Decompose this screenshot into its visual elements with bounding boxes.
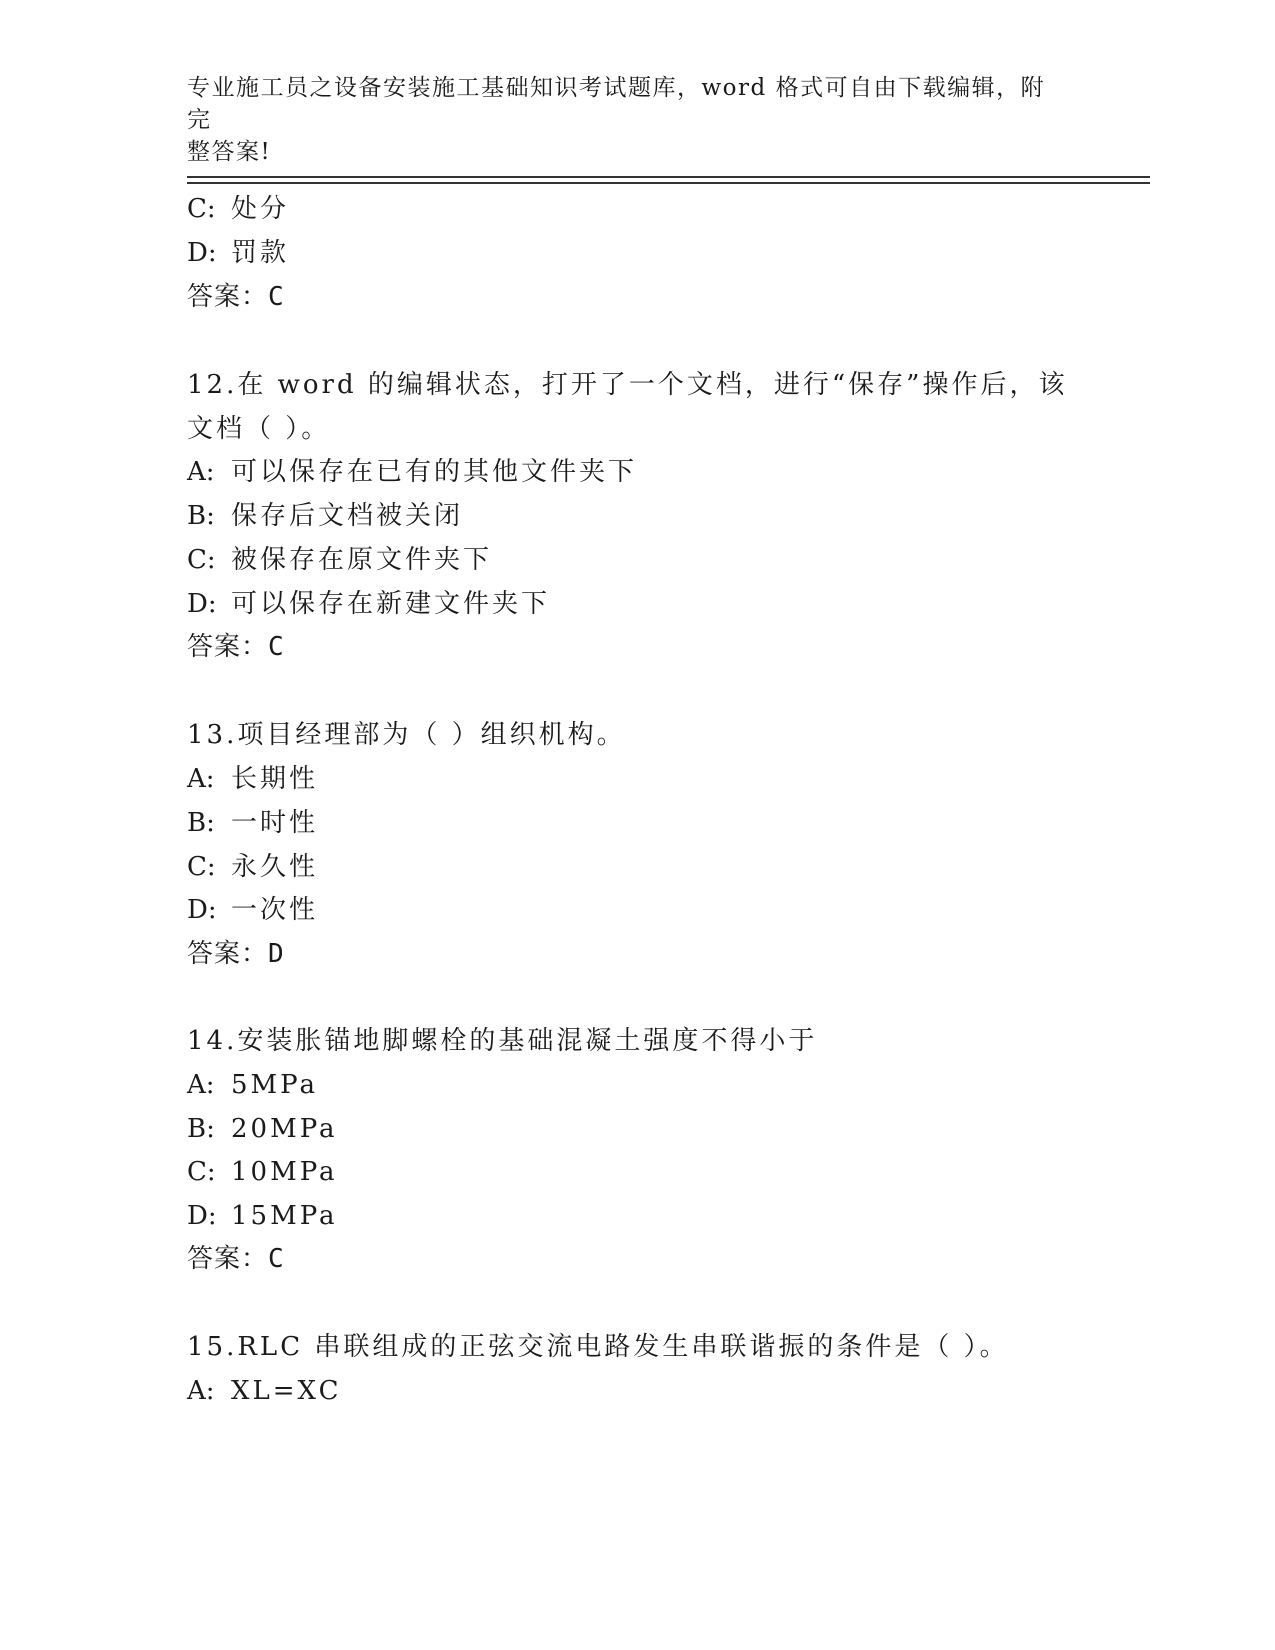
q13-stem-line-1: 13.项目经理部为（ ）组织机构。: [187, 720, 626, 750]
q14-answer: [187, 1242, 285, 1276]
option-letter: C:: [187, 852, 216, 882]
option-text: 罚款: [231, 238, 290, 268]
q14-option-b: [187, 1112, 338, 1146]
q12-stem-line-1: 12.在 word 的编辑状态，打开了一个文档，进行“保存”操作后，该: [187, 370, 1068, 400]
q13-option-b: [187, 806, 318, 840]
q11-answer: [187, 280, 285, 314]
q13-option-a: [187, 762, 318, 796]
q11-option-c: [187, 192, 289, 226]
q15-option-a: [187, 1374, 342, 1408]
option-letter: D:: [187, 589, 217, 619]
option-letter: C:: [187, 194, 216, 224]
q13-option-c: [187, 850, 318, 884]
q12-option-d: [187, 587, 550, 621]
option-text: 15MPa: [231, 1201, 338, 1231]
option-text: 一时性: [231, 808, 319, 838]
option-letter: B:: [187, 1114, 215, 1144]
q12-stem-line-2: 文档（ ）。: [187, 414, 331, 444]
answer-value: C: [268, 282, 285, 312]
q14-option-c: [187, 1155, 338, 1189]
answer-value: C: [268, 632, 285, 662]
option-text: 永久性: [231, 852, 319, 882]
option-text: 可以保存在已有的其他文件夹下: [231, 457, 638, 487]
answer-value: D: [268, 939, 285, 969]
q12-option-b: [187, 499, 463, 533]
q13-answer: [187, 937, 285, 971]
option-text: 长期性: [231, 764, 319, 794]
option-letter: C:: [187, 1157, 216, 1187]
q15-stem-line-1: 15.RLC 串联组成的正弦交流电路发生串联谐振的条件是（ ）。: [187, 1332, 1009, 1362]
option-text: 保存后文档被关闭: [231, 501, 464, 531]
q14-stem-line-1: 14.安装胀锚地脚螺栓的基础混凝土强度不得小于: [187, 1026, 818, 1056]
option-text: 被保存在原文件夹下: [231, 545, 493, 575]
header-rule-bottom: [187, 182, 1150, 184]
answer-value: C: [268, 1244, 285, 1274]
option-text: XL=XC: [231, 1376, 342, 1406]
answer-label: 答案：: [187, 282, 269, 312]
q12-option-a: [187, 455, 637, 489]
option-text: 处分: [231, 194, 290, 224]
option-letter: A:: [187, 764, 215, 794]
option-text: 一次性: [231, 895, 319, 925]
option-letter: A:: [187, 1070, 215, 1100]
option-letter: D:: [187, 1201, 217, 1231]
option-letter: B:: [187, 808, 215, 838]
q14-option-a: [187, 1068, 318, 1102]
option-letter: B:: [187, 501, 215, 531]
option-letter: A:: [187, 457, 215, 487]
q12-answer: [187, 630, 285, 664]
option-text: 可以保存在新建文件夹下: [231, 589, 551, 619]
option-letter: D:: [187, 895, 217, 925]
q14-option-d: [187, 1199, 338, 1233]
option-letter: C:: [187, 545, 216, 575]
header-line-2: 整答案!: [187, 139, 272, 165]
document-header: [187, 72, 1067, 168]
q13-option-d: [187, 893, 318, 927]
answer-label: 答案：: [187, 632, 269, 662]
answer-label: 答案：: [187, 939, 269, 969]
header-rule-top: [187, 176, 1150, 178]
option-text: 20MPa: [231, 1114, 338, 1144]
header-line-1: 专业施工员之设备安装施工基础知识考试题库，word 格式可自由下载编辑，附完: [187, 75, 1046, 133]
q12-option-c: [187, 543, 492, 577]
option-text: 10MPa: [231, 1157, 338, 1187]
q11-option-d: [187, 236, 289, 270]
option-text: 5MPa: [231, 1070, 318, 1100]
answer-label: 答案：: [187, 1244, 269, 1274]
option-letter: D:: [187, 238, 217, 268]
option-letter: A:: [187, 1376, 215, 1406]
